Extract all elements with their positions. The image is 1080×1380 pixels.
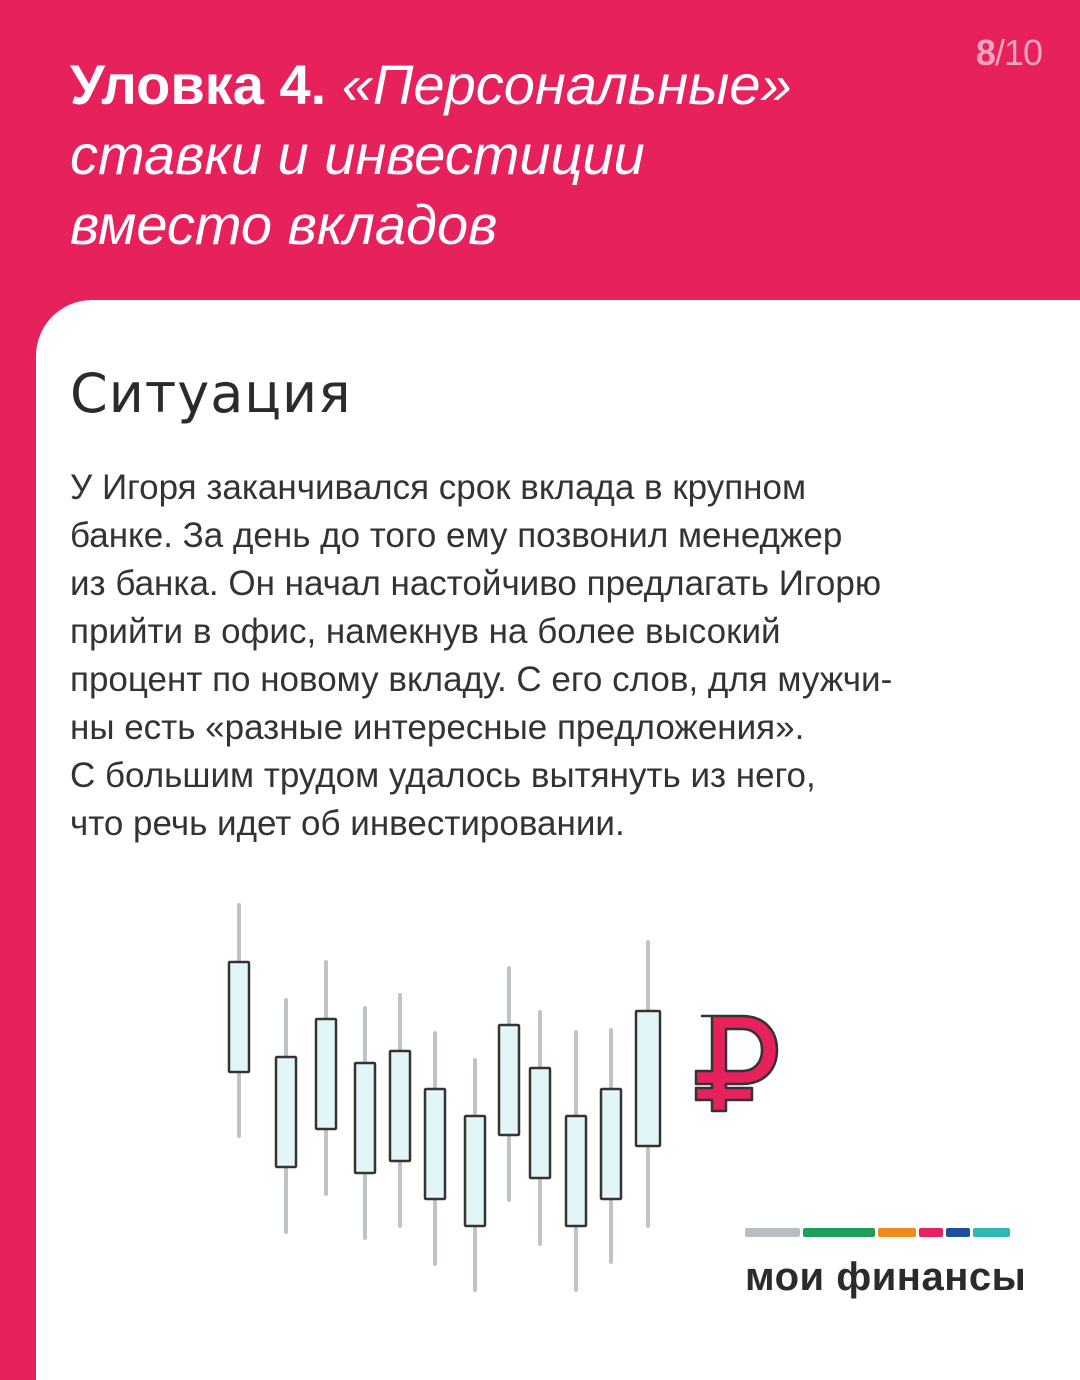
page-title	[70, 50, 970, 260]
page-current: 8	[975, 32, 995, 73]
text-line: прийти в офис, намекнув на более высокий	[70, 612, 781, 651]
section-heading: Ситуация	[70, 362, 352, 425]
text-line: С большим трудом удалось вытянуть из него,	[70, 756, 816, 795]
text-line: ны есть «разные интересные предложения».	[70, 708, 805, 747]
brand-name: мои финансы	[745, 1255, 1027, 1299]
title-italic-line-1: «Персональные»	[341, 53, 792, 116]
text-line: процент по новому вкладу. С его слов, для мужчи-	[70, 660, 893, 699]
situation-text	[70, 464, 1030, 848]
text-line: что речь идет об инвестировании.	[70, 804, 625, 843]
page-counter	[976, 32, 1042, 74]
ruble-icon	[690, 1005, 790, 1120]
page-total: /10	[994, 32, 1042, 73]
text-line: банке. За день до того ему позвонил менеджер	[70, 516, 843, 555]
title-italic-line-3: вместо вкладов	[70, 193, 498, 256]
title-italic-line-2: ставки и инвестиции	[70, 123, 645, 186]
candlestick-chart-icon	[200, 890, 680, 1310]
brand-color-stripe	[745, 1228, 1010, 1237]
brand-logo	[745, 1228, 1026, 1300]
text-line: У Игоря заканчивался срок вклада в крупном	[70, 468, 807, 507]
text-line: из банка. Он начал настойчиво предлагать Игорю	[70, 564, 882, 603]
title-trick-number: Уловка 4.	[70, 53, 327, 116]
